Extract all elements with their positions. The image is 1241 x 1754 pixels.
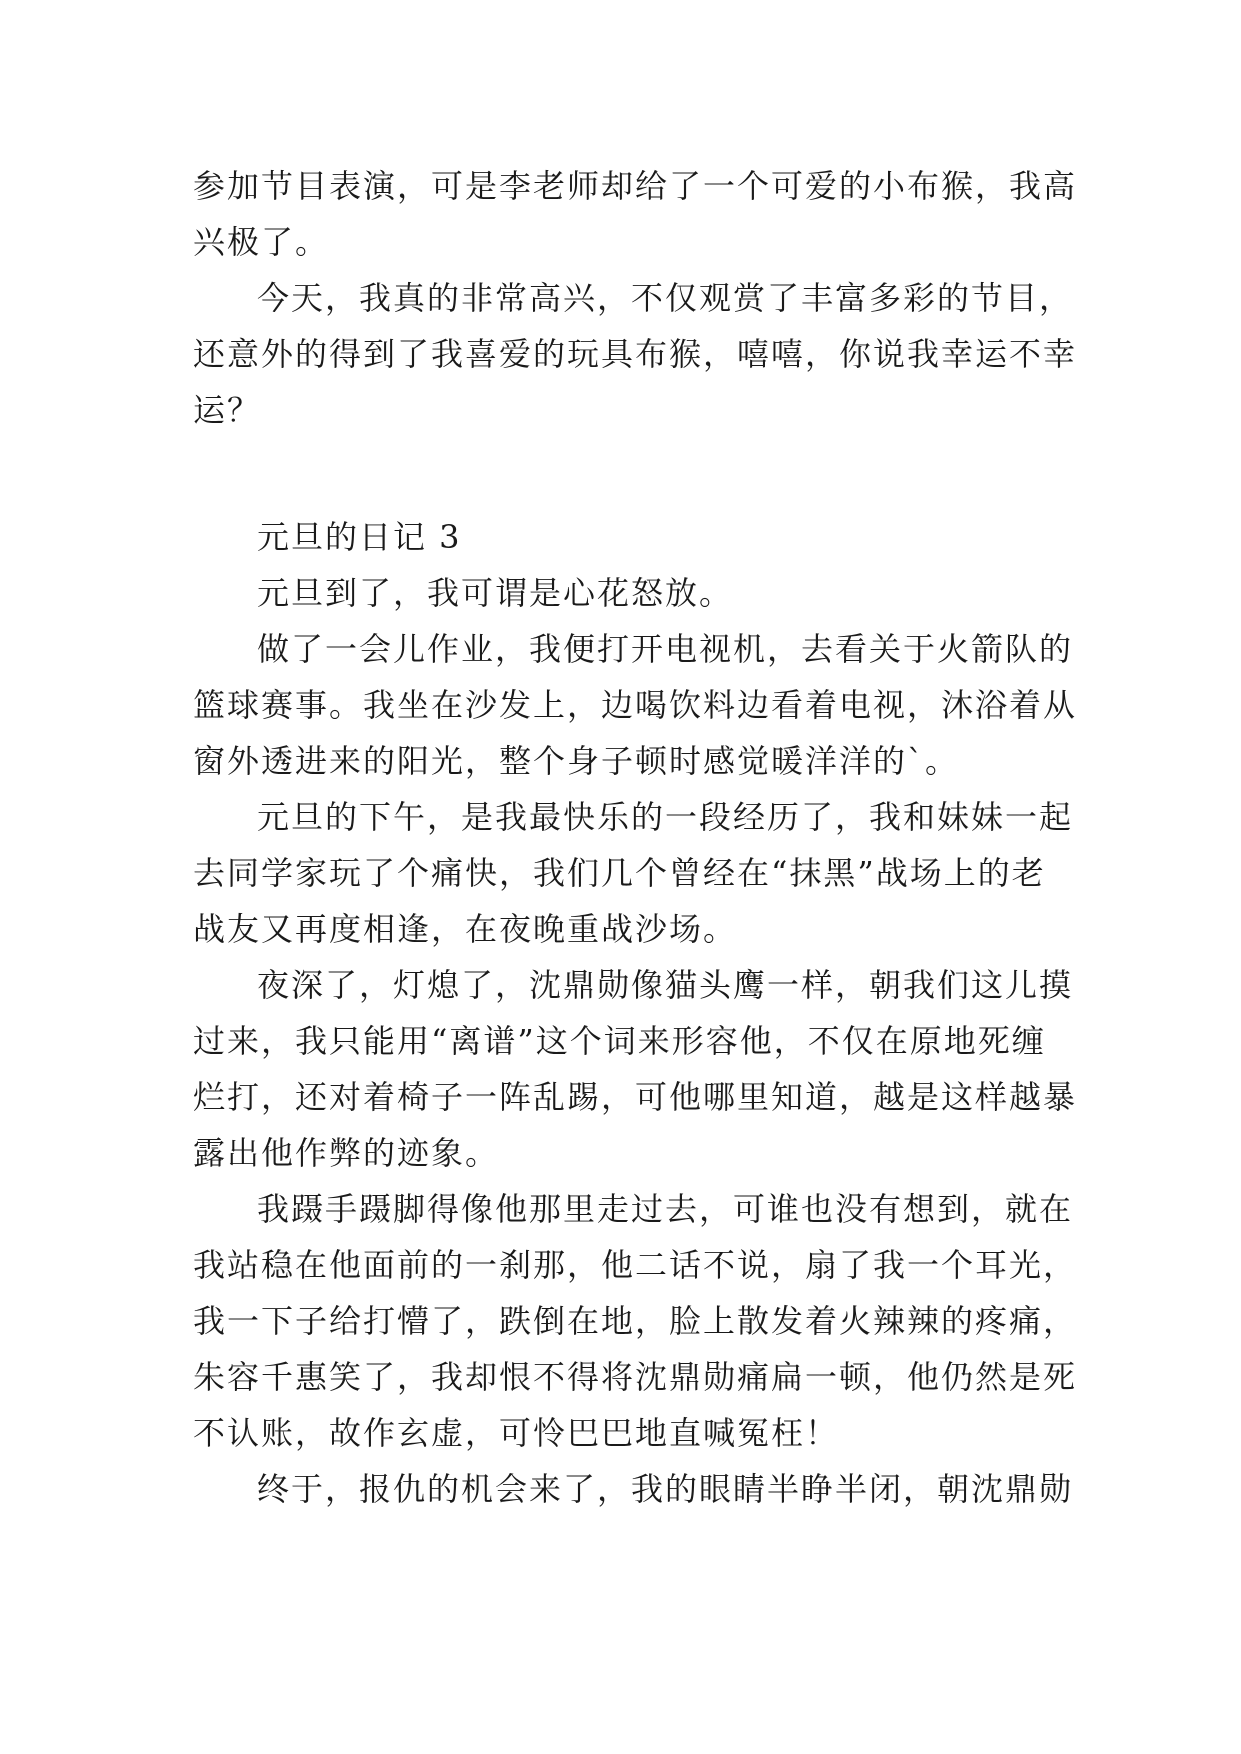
paragraph-line: 元旦到了，我可谓是心花怒放。 (257, 574, 734, 612)
paragraph-line: 参加节目表演，可是李老师却给了一个可爱的小布猴，我高 (193, 167, 1078, 205)
paragraph-line: 还意外的得到了我喜爱的玩具布猴，嘻嘻，你说我幸运不幸 (193, 335, 1078, 373)
paragraph-line: 过来，我只能用“离谱”这个词来形容他，不仅在原地死缠 (193, 1022, 1046, 1060)
paragraph-line: 窗外透进来的阳光，整个身子顿时感觉暖洋洋的`。 (193, 742, 960, 780)
paragraph-line: 战友又再度相逢，在夜晚重战沙场。 (193, 910, 738, 948)
paragraph-line: 篮球赛事。我坐在沙发上，边喝饮料边看着电视，沐浴着从 (193, 686, 1078, 724)
paragraph-line: 今天，我真的非常高兴，不仅观赏了丰富多彩的节目， (257, 279, 1074, 317)
paragraph-line: 终于，报仇的机会来了，我的眼睛半睁半闭，朝沈鼎勋 (257, 1470, 1074, 1508)
paragraph-line: 我站稳在他面前的一刹那，他二话不说，扇了我一个耳光， (193, 1246, 1078, 1284)
paragraph-line: 兴极了。 (193, 223, 330, 261)
paragraph-line: 露出他作弊的迹象。 (193, 1134, 500, 1172)
paragraph-line: 我一下子给打懵了，跌倒在地，脸上散发着火辣辣的疼痛， (193, 1302, 1078, 1340)
paragraph-line: 做了一会儿作业，我便打开电视机，去看关于火箭队的 (257, 630, 1074, 668)
paragraph-line: 运？ (193, 391, 262, 429)
paragraph-line: 朱容千惠笑了，我却恨不得将沈鼎勋痛扁一顿，他仍然是死 (193, 1358, 1078, 1396)
paragraph-line: 不认账，故作玄虚，可怜巴巴地直喊冤枉！ (193, 1414, 840, 1452)
paragraph-line: 夜深了，灯熄了，沈鼎勋像猫头鹰一样，朝我们这儿摸 (257, 966, 1074, 1004)
paragraph-line: 元旦的下午，是我最快乐的一段经历了，我和妹妹一起 (257, 798, 1074, 836)
paragraph-line: 我蹑手蹑脚得像他那里走过去，可谁也没有想到，就在 (257, 1190, 1074, 1228)
paragraph-line: 烂打，还对着椅子一阵乱踢，可他哪里知道，越是这样越暴 (193, 1078, 1078, 1116)
paragraph-line: 去同学家玩了个痛快，我们几个曾经在“抹黑”战场上的老 (193, 854, 1046, 892)
section-heading: 元旦的日记 3 (257, 518, 462, 556)
